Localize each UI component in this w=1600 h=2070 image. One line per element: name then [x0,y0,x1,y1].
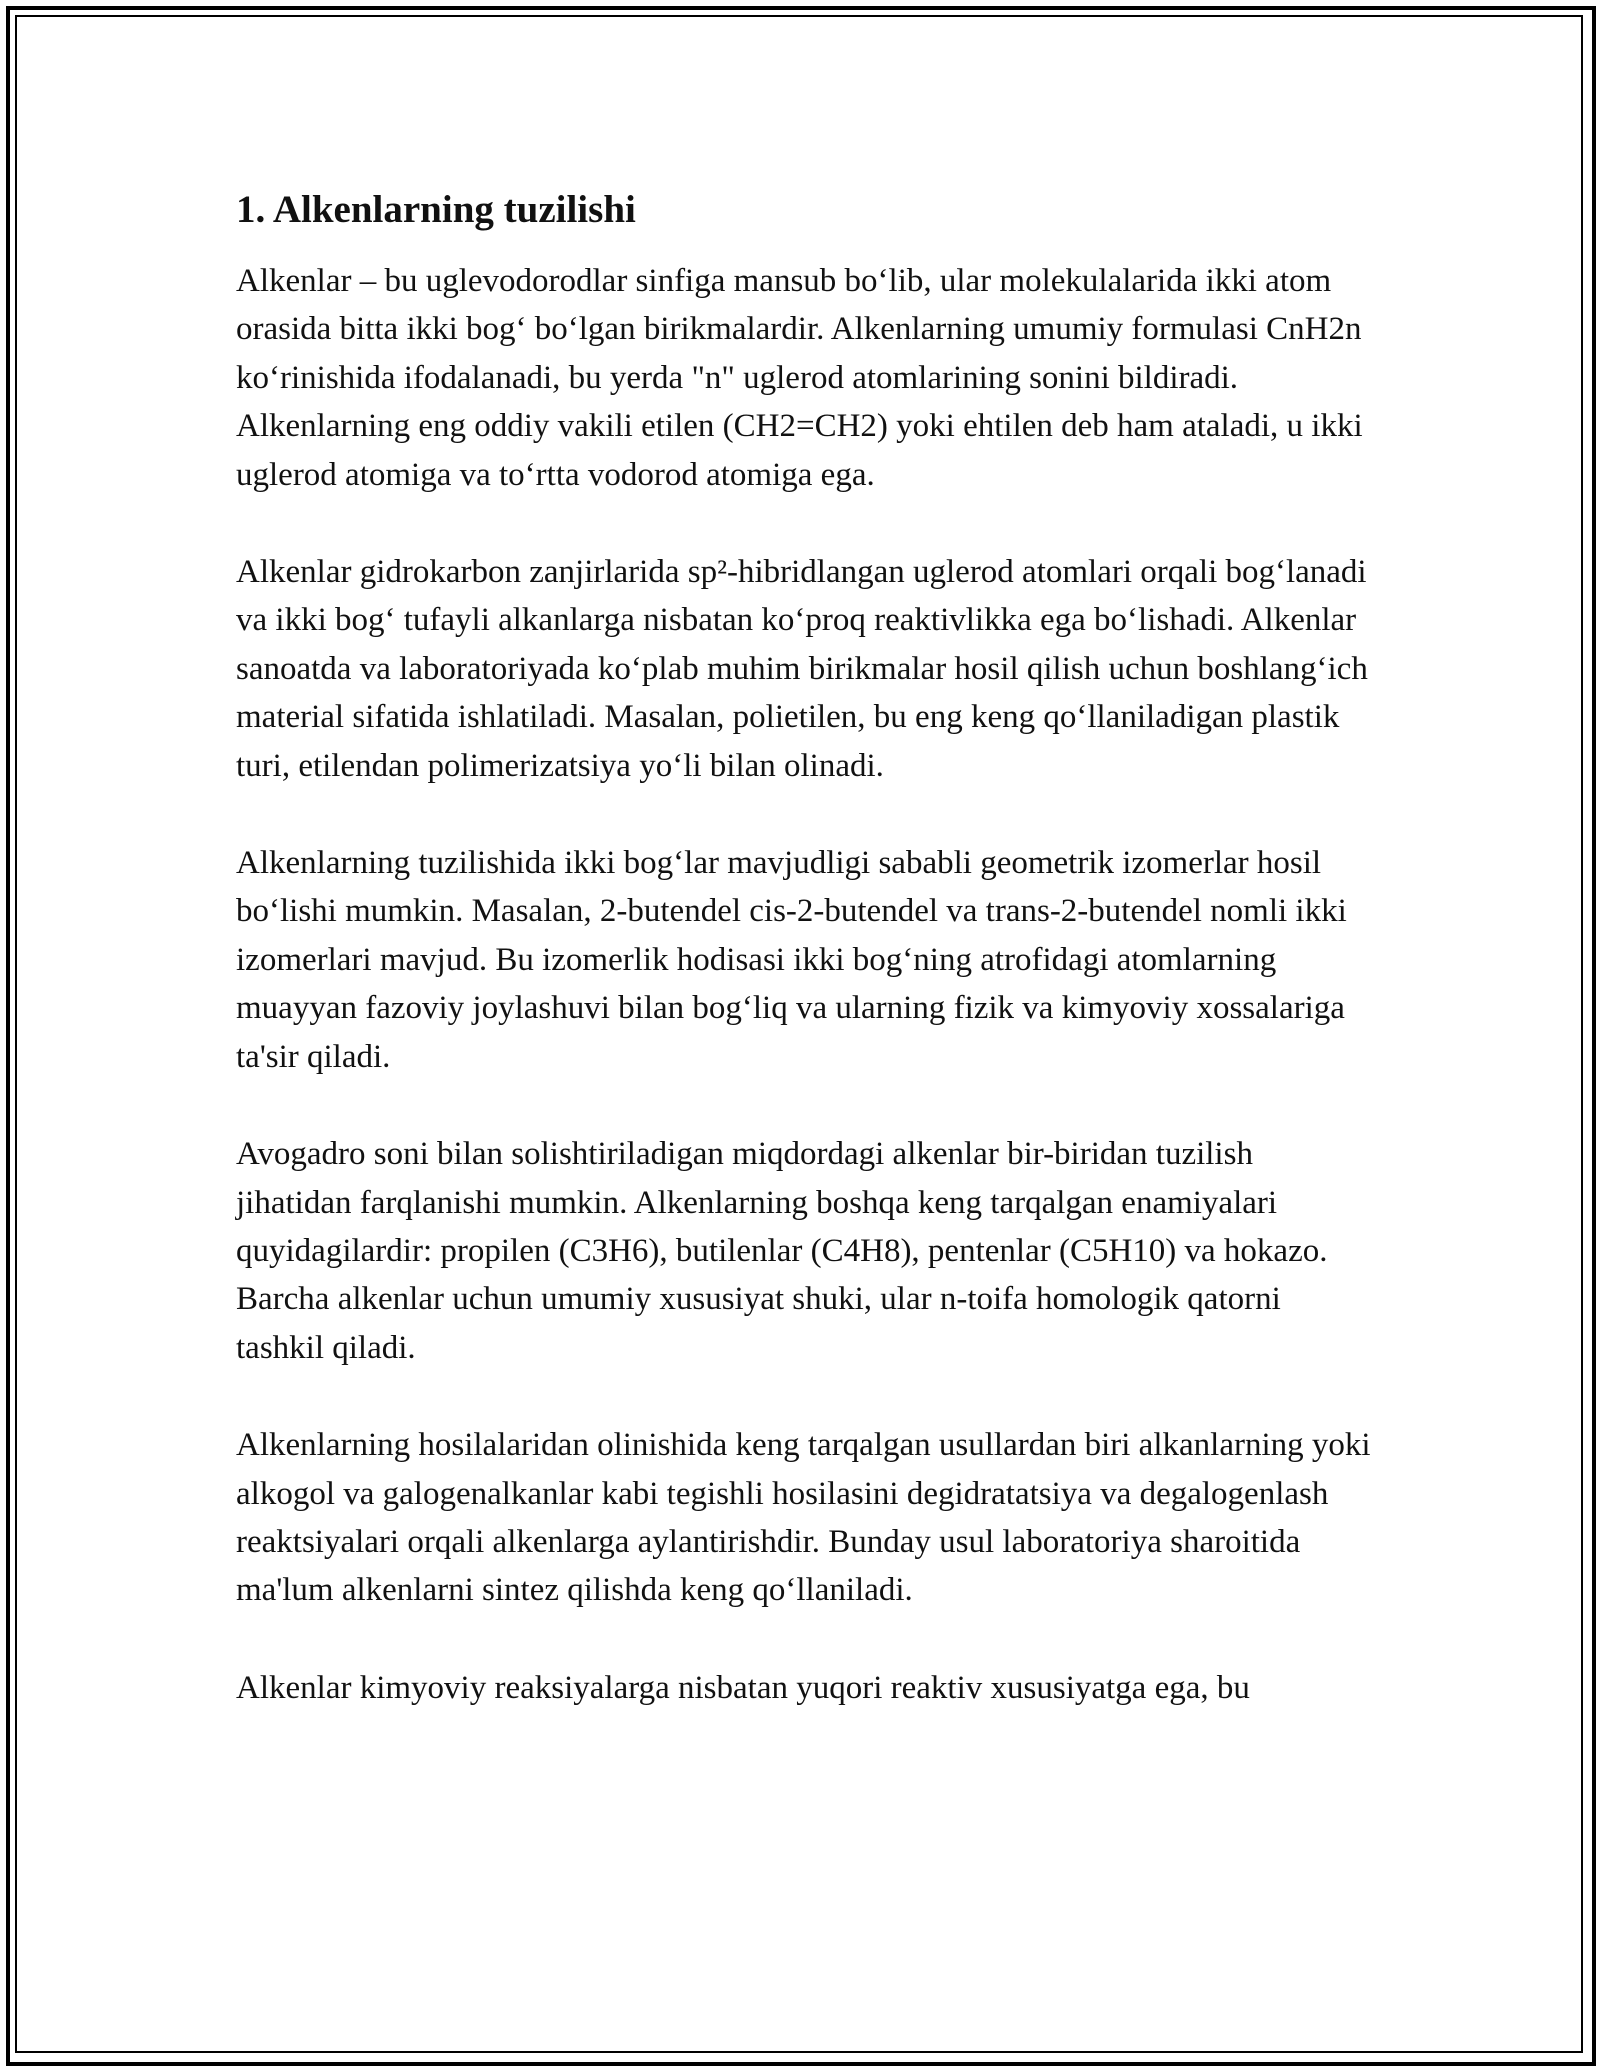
section-heading: 1. Alkenlarning tuzilishi [236,188,636,231]
paragraph-6: Alkenlar kimyoviy reaksiyalarga nisbatan yuqori reaktiv xususiyatga ega, bu [236,1669,1250,1706]
paragraph-4: Avogadro soni bilan solishtiriladigan miqdordagi alkenlar bir-biridan tuzilish jihatidan farqlanishi mumkin. Alkenlarning boshqa keng tarqalgan enamiyalari quyidagilardir: propilen (C3H6), butilenlar (C4H8), pentenlar (C5H10) va hokazo. Barcha alkenlar uchun umumiy xususiyat shuki, ular n-toifa homologik qatorni tashkil qiladi. [236,1136,1328,1366]
paragraph-5: Alkenlarning hosilalaridan olinishida keng tarqalgan usullardan biri alkanlarning yoki alkogol va galogenalkanlar kabi tegishli hosilasini degidratatsiya va degalogenlash reaktsiyalari orqali alkenlarga aylantirishdir. Bunday usul laboratoriya sharoitida ma'lum alkenlarni sintez qilishda keng qo‘llaniladi. [236,1427,1371,1609]
paragraph-2: Alkenlar gidrokarbon zanjirlarida sp²-hibridlangan uglerod atomlari orqali bog‘lanadi va ikki bog‘ tufayli alkanlarga nisbatan ko‘proq reaktivlikka ega bo‘lishadi. Alkenlar sanoatda va laboratoriyada ko‘plab muhim birikmalar hosil qilish uchun boshlang‘ich material sifatida ishlatiladi. Masalan, polietilen, bu eng keng qo‘llaniladigan plastik turi, etilendan polimerizatsiya yo‘li bilan olinadi. [236,554,1368,784]
paragraph-3: Alkenlarning tuzilishida ikki bog‘lar mavjudligi sababli geometrik izomerlar hosil bo‘lishi mumkin. Masalan, 2-butendel cis-2-butendel va trans-2-butendel nomli ikki izomerlari mavjud. Bu izomerlik hodisasi ikki bog‘ning atrofidagi atomlarning muayyan fazoviy joylashuvi bilan bog‘liq va ularning fizik va kimyoviy xossalariga ta'sir qiladi. [236,845,1347,1075]
document-page [236,185,1376,1761]
paragraph-1: Alkenlar – bu uglevodorodlar sinfiga mansub bo‘lib, ular molekulalarida ikki atom orasida bitta ikki bog‘ bo‘lgan birikmalardir. Alkenlarning umumiy formulasi CnH2n ko‘rinishida ifodalanadi, bu yerda "n" uglerod atomlarining sonini bildiradi. Alkenlarning eng oddiy vakili etilen (CH2=CH2) yoki ehtilen deb ham ataladi, u ikki uglerod atomiga va to‘rtta vodorod atomiga ega. [236,263,1363,493]
